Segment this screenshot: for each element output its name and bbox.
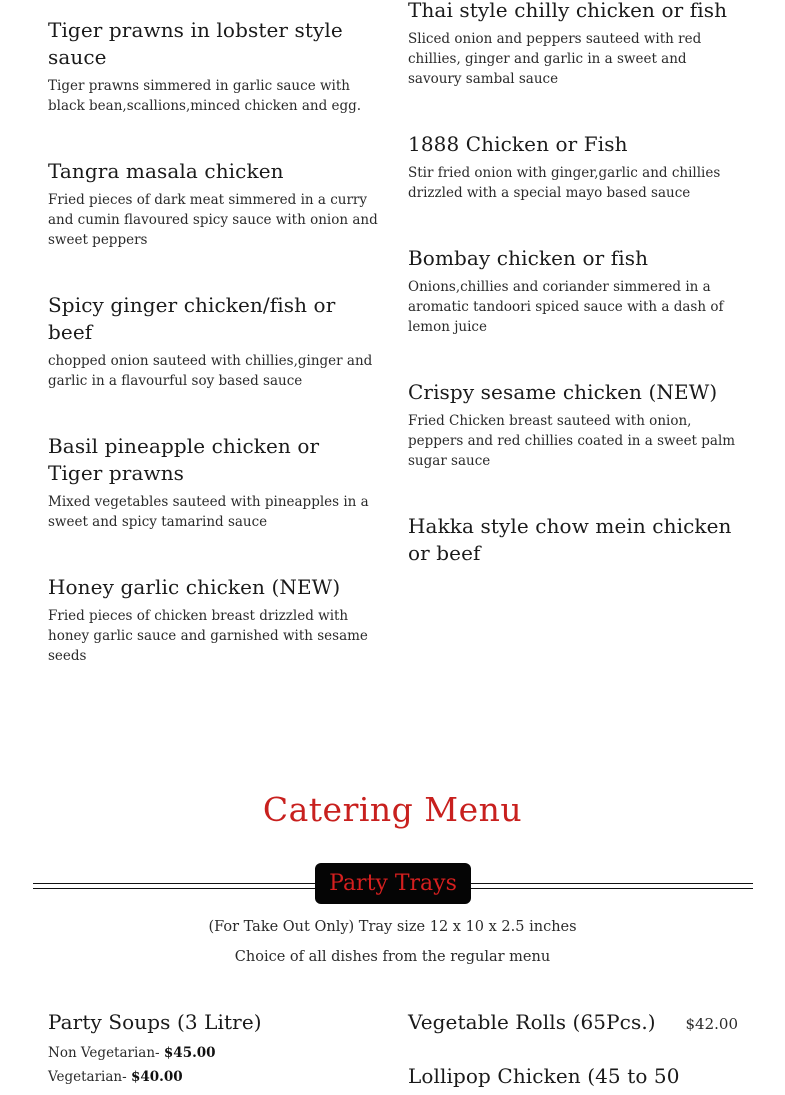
menu-item-description: Onions,chillies and coriander simmered in a aromatic tandoori spiced sauce with a dash of lemon juice	[408, 279, 724, 335]
veg-label: Vegetarian-	[48, 1069, 131, 1085]
non-veg-price: $45.00	[163, 1045, 216, 1061]
menu-item-description: Fried Chicken breast sauteed with onion, peppers and red chillies coated in a sweet palm sugar sauce	[408, 413, 736, 469]
party-trays-label: Party Trays	[315, 863, 471, 904]
menu-item	[48, 574, 378, 666]
menu-column-left	[48, 17, 378, 708]
menu-item-title: Tiger prawns in lobster style sauce	[48, 18, 343, 69]
menu-item	[408, 513, 738, 567]
menu-item-title: 1888 Chicken or Fish	[408, 132, 628, 156]
non-veg-price-line	[48, 1041, 378, 1065]
menu-item	[48, 292, 378, 391]
non-veg-label: Non Vegetarian-	[48, 1045, 164, 1061]
menu-item-title: Bombay chicken or fish	[408, 246, 649, 270]
menu-item	[408, 245, 738, 337]
veg-price-line	[48, 1065, 378, 1089]
menu-item-title: Honey garlic chicken (NEW)	[48, 575, 341, 599]
menu-item-title: Crispy sesame chicken (NEW)	[408, 380, 718, 404]
menu-item-title: Thai style chilly chicken or fish	[408, 0, 728, 22]
menu-item-description: Tiger prawns simmered in garlic sauce with black bean,scallions,minced chicken and egg.	[48, 78, 362, 114]
menu-item-title: Basil pineapple chicken or Tiger prawns	[48, 434, 320, 485]
catering-menu-heading: Catering Menu	[262, 790, 523, 829]
vegetable-rolls-title: Vegetable Rolls (65Pcs.)	[408, 1010, 656, 1034]
vegetable-rolls-row	[408, 1009, 738, 1041]
dish-choice-note: Choice of all dishes from the regular menu	[234, 949, 551, 965]
menu-item	[48, 17, 378, 116]
menu-item-title: Tangra masala chicken	[48, 159, 284, 183]
menu-item-title: Hakka style chow mein chicken or beef	[408, 514, 732, 565]
lollipop-chicken-title: Lollipop Chicken (45 to 50	[408, 1064, 680, 1088]
menu-item-description: chopped onion sauteed with chillies,ginger and garlic in a flavourful soy based sauce	[48, 353, 373, 389]
menu-item-title: Spicy ginger chicken/fish or beef	[48, 293, 336, 344]
menu-item-description: Fried pieces of dark meat simmered in a curry and cumin flavoured spicy sauce with onion and sweet peppers	[48, 192, 378, 248]
party-soups-title: Party Soups (3 Litre)	[48, 1010, 262, 1034]
section-divider	[33, 863, 753, 904]
menu-item-description: Sliced onion and peppers sauteed with red chillies, ginger and garlic in a sweet and savoury sambal sauce	[408, 31, 702, 87]
veg-price: $40.00	[130, 1069, 183, 1085]
menu-item	[48, 433, 378, 532]
menu-item	[48, 158, 378, 250]
menu-item-description: Mixed vegetables sauteed with pineapples in a sweet and spicy tamarind sauce	[48, 494, 369, 530]
menu-column-right	[408, 0, 738, 609]
vegetable-rolls-price: $42.00	[685, 1015, 738, 1033]
menu-item	[408, 379, 738, 471]
party-soups-block	[48, 1009, 378, 1089]
menu-item-description: Fried pieces of chicken breast drizzled with honey garlic sauce and garnished with sesame seeds	[48, 608, 368, 664]
menu-item	[408, 0, 738, 89]
menu-item	[408, 131, 738, 203]
party-tray-items	[408, 1009, 738, 1095]
menu-item-description: Stir fried onion with ginger,garlic and chillies drizzled with a special mayo based sauce	[408, 165, 721, 201]
tray-size-note: (For Take Out Only) Tray size 12 x 10 x 2.5 inches	[208, 919, 577, 935]
